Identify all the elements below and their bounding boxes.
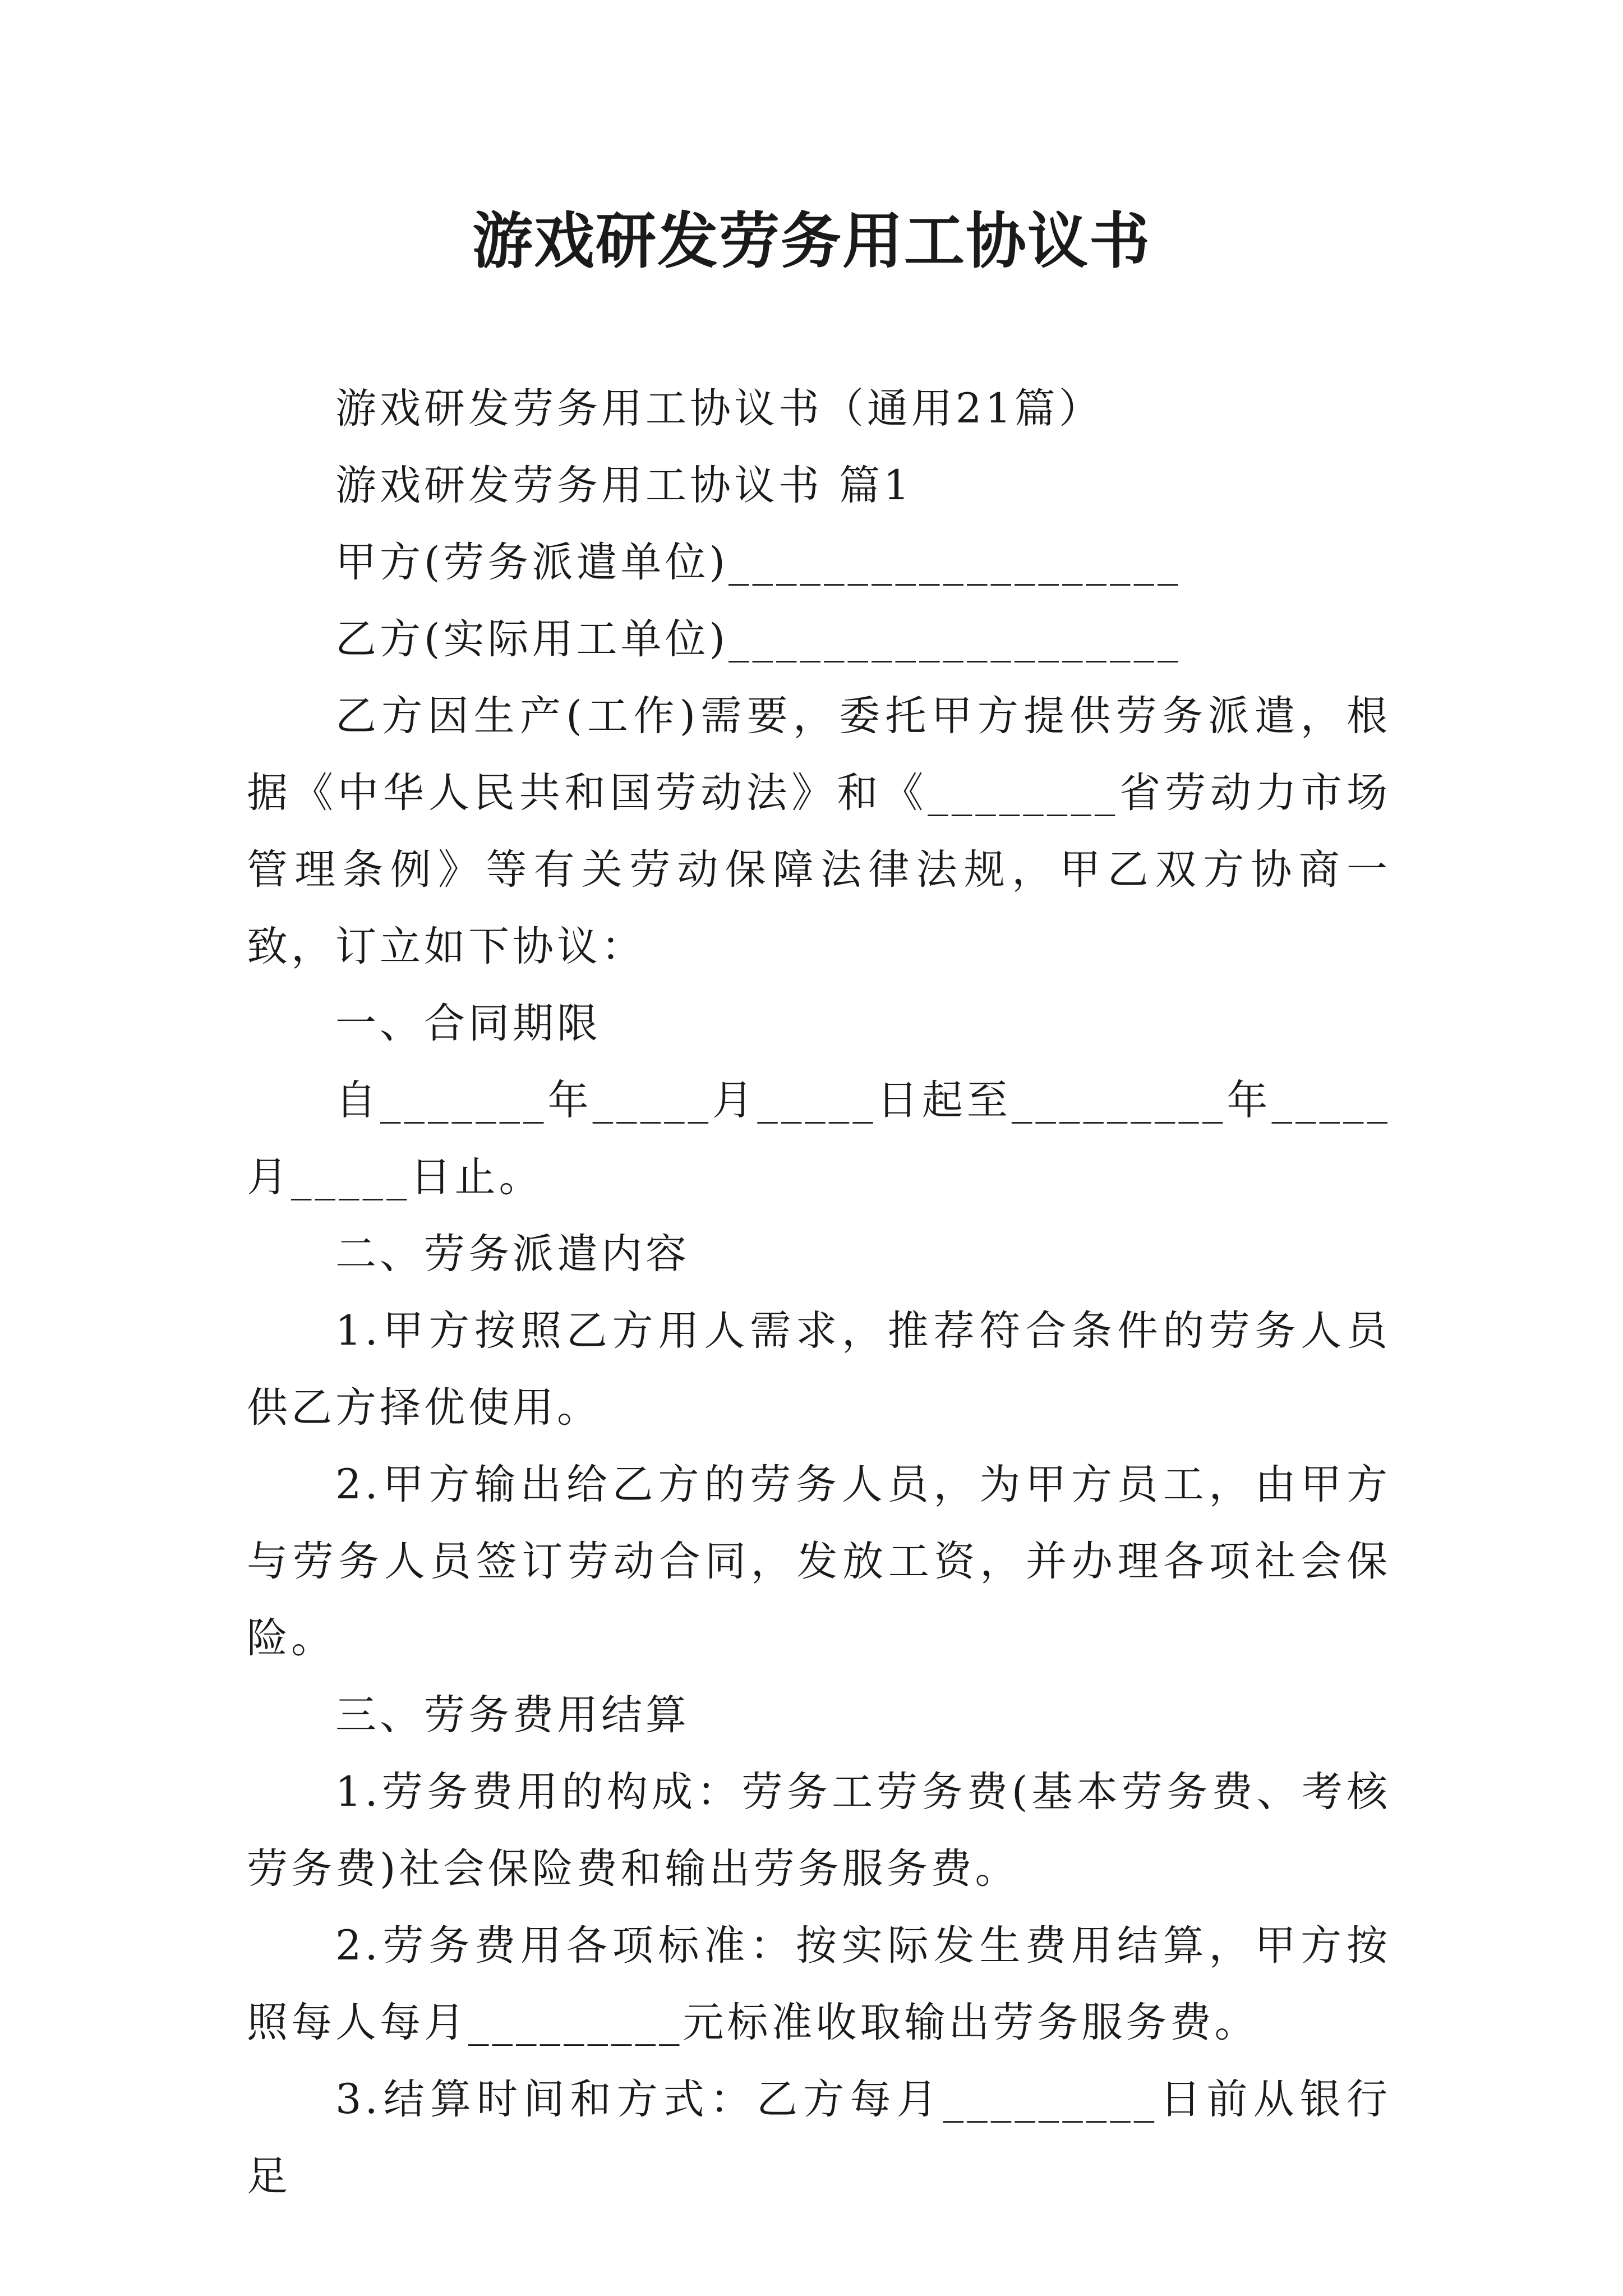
paragraph-content-2: 2.甲方输出给乙方的劳务人员，为甲方员工，由甲方与劳务人员签订劳动合同，发放工资，并办理各项社会保险。 bbox=[247, 1461, 1391, 1662]
paragraph-content-1: 1.甲方按照乙方用人需求，推荐符合条件的劳务人员供乙方择优使用。 bbox=[247, 1307, 1391, 1432]
document-title: 游戏研发劳务用工协议书 bbox=[472, 206, 1151, 277]
paragraph-settlement-1: 1.劳务费用的构成：劳务工劳务费(基本劳务费、考核劳务费)社会保险费和输出劳务服务费。 bbox=[247, 1768, 1391, 1893]
paragraph-section-heading: 游戏研发劳务用工协议书 篇1 bbox=[335, 462, 913, 509]
paragraph-settlement-2: 2.劳务费用各项标准：按实际发生费用结算，甲方按照每人每月_________元标准收取输出劳务服务费。 bbox=[247, 1922, 1391, 2046]
paragraph-preamble: 乙方因生产(工作)需要，委托甲方提供劳务派遣，根据《中华人民共和国劳动法》和《________省劳动力市场管理条例》等有关劳动保障法律法规，甲乙双方协商一致，订立如下协议： bbox=[247, 692, 1391, 970]
paragraph-settlement-3: 3.结算时间和方式：乙方每月_________日前从银行足 bbox=[247, 2076, 1391, 2200]
paragraph-term-dates: 自_______年_____月_____日起至_________年_____月_____日止。 bbox=[247, 1076, 1391, 1201]
paragraph-heading-settlement: 三、劳务费用结算 bbox=[335, 1691, 690, 1739]
paragraph-party-a: 甲方(劳务派遣单位)___________________ bbox=[335, 539, 1182, 586]
paragraph-party-b: 乙方(实际用工单位)___________________ bbox=[335, 615, 1182, 663]
document-body bbox=[247, 370, 1391, 2215]
paragraph-heading-term: 一、合同期限 bbox=[335, 1000, 601, 1047]
paragraph-subtitle: 游戏研发劳务用工协议书（通用21篇） bbox=[335, 385, 1103, 432]
paragraph-heading-content: 二、劳务派遣内容 bbox=[335, 1230, 690, 1278]
